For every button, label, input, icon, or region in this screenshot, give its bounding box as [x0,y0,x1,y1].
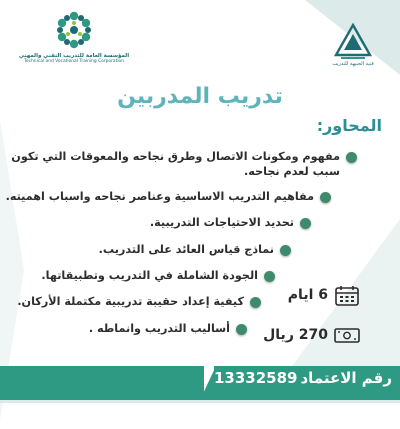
accreditation-label: رقم الاعتماد [300,369,392,387]
list-item: مفاهيم التدريب الاساسية وعناصر نجاحه واسباب اهميته. [5,190,314,203]
bullet-icon [236,324,247,335]
list-item: كيفية إعداد حقيبة تدريبية مكتملة الأركان. [17,295,244,308]
price-text: 270 ريال [263,327,328,343]
section-label: المحاور: [316,116,382,135]
list-item: مفهوم ومكونات الاتصال وطرق نجاحه والمعوقات التي تكون [11,150,340,163]
tvtc-emblem-icon [52,8,96,52]
accreditation-bar [0,366,204,400]
bullet-icon [346,152,357,163]
bullet-icon [320,192,331,203]
academy-logo [326,22,380,78]
duration-text: 6 ايام [287,287,328,303]
list-item-continued: سبب لعدم نجاحه. [244,165,340,178]
calendar-icon [334,285,360,307]
list-item: أساليب التدريب وانماطه . [88,322,230,335]
bullet-icon [280,245,291,256]
bullet-icon [250,297,261,308]
list-item: نماذج قياس العائد على التدريب. [98,243,274,256]
list-item: تحديد الاحتياجات التدريبية. [149,216,294,229]
accreditation-number: 13332589 [214,369,298,387]
academy-name: فتية الجبيهة للتدريب [332,61,374,67]
list-item: الجودة الشاملة في التدريب وتطبيقاتها. [41,269,258,282]
tvtc-name-en: Technical and Vocational Training Corporation [23,59,125,64]
bullet-icon [264,271,275,282]
bottom-divider [0,400,400,403]
money-icon [334,324,360,346]
bullet-icon [300,218,311,229]
page-title: تدريب المدربين [117,84,283,109]
triangle-logo-icon [333,22,373,60]
tvtc-logo [14,8,134,74]
tvtc-name-ar: المؤسسة العامة للتدريب التقني والمهني [18,53,130,59]
